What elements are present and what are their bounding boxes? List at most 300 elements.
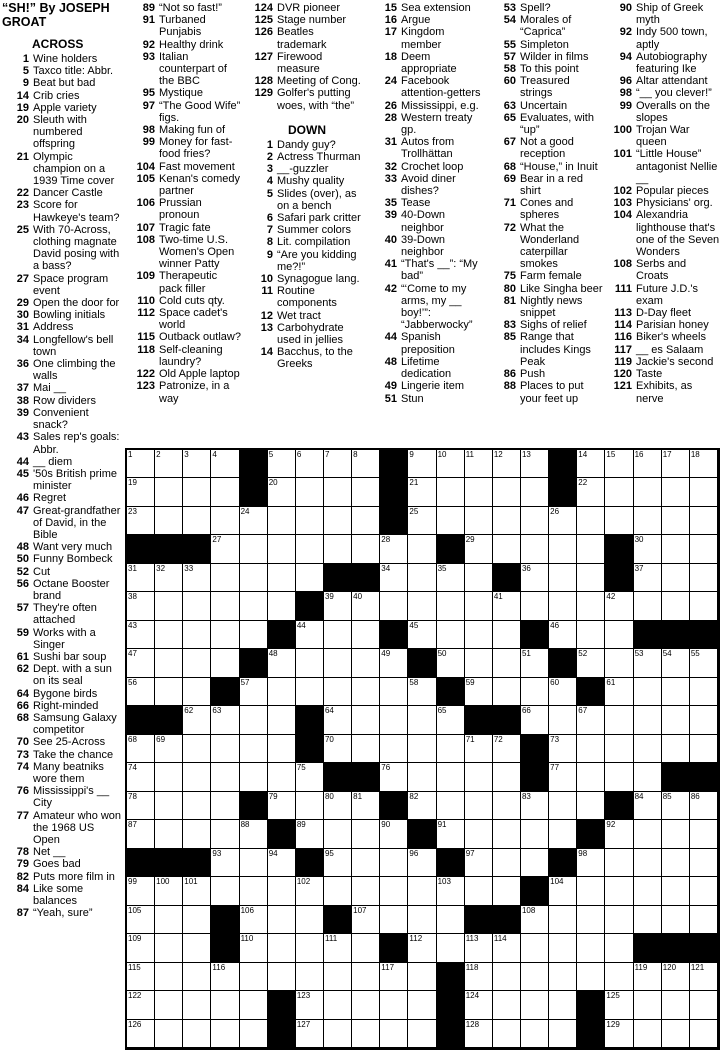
- clue-item: [2, 700, 123, 712]
- grid-cell: [352, 991, 380, 1019]
- clue-item: [370, 161, 485, 173]
- clue-number: 61: [16, 650, 29, 663]
- clue-text: Sushi bar soup: [33, 650, 107, 663]
- grid-cell: [662, 1020, 690, 1048]
- grid-cell: [437, 621, 465, 649]
- clue-item: [2, 785, 123, 809]
- clue-text: 39-Down neighbor: [401, 233, 446, 259]
- clue-number: 97: [142, 99, 155, 112]
- grid-cell: [352, 478, 380, 506]
- across-clues-list-3: [246, 2, 365, 112]
- cell-number: 84: [634, 791, 644, 801]
- grid-cell: [380, 535, 408, 563]
- cell-number: 5: [268, 450, 274, 459]
- cell-number: 51: [521, 649, 531, 659]
- clue-text: Summer colors: [277, 224, 351, 237]
- grid-cell: [380, 592, 408, 620]
- clue-item: [370, 100, 485, 112]
- grid-cell: [493, 877, 521, 905]
- clue-item: [489, 222, 603, 271]
- clue-text: Golfer's putting woes, with “the”: [277, 87, 355, 112]
- grid-cell: [634, 706, 662, 734]
- grid-cell: [268, 450, 296, 478]
- grid-cell: [549, 735, 577, 763]
- clue-item: [605, 344, 721, 356]
- grid-cell-black: [437, 849, 465, 877]
- grid-cell: [127, 678, 155, 706]
- grid-cell: [465, 963, 493, 991]
- clue-item: [489, 197, 603, 221]
- grid-cell: [380, 763, 408, 791]
- cell-number: 80: [324, 791, 334, 801]
- cell-number: 70: [324, 734, 334, 744]
- clue-text: Deem appropriate: [401, 50, 457, 76]
- grid-cell: [690, 535, 718, 563]
- grid-cell: [408, 763, 436, 791]
- clue-item: [605, 356, 721, 368]
- clue-item: [370, 26, 485, 50]
- clue-text: Apple variety: [33, 101, 97, 114]
- grid-cell: [662, 706, 690, 734]
- clue-item: [128, 136, 243, 160]
- clue-item: [605, 319, 721, 331]
- clue-number: 85: [503, 331, 516, 344]
- clue-number: 122: [136, 368, 155, 381]
- grid-cell: [240, 1020, 268, 1048]
- grid-cell: [408, 934, 436, 962]
- cell-number: 14: [578, 450, 588, 459]
- cell-number: 114: [493, 934, 507, 944]
- clue-item: [246, 2, 365, 14]
- clue-number: 49: [384, 380, 397, 393]
- grid-cell: [690, 849, 718, 877]
- clue-item: [2, 651, 123, 663]
- clue-number: 92: [619, 26, 632, 39]
- grid-cell: [380, 678, 408, 706]
- cell-number: 61: [606, 677, 616, 687]
- clue-number: 100: [613, 124, 632, 137]
- cell-number: 55: [690, 649, 700, 659]
- clue-number: 103: [613, 197, 632, 210]
- clue-number: 44: [384, 331, 397, 344]
- grid-cell-black: [268, 621, 296, 649]
- grid-cell: [521, 507, 549, 535]
- cell-number: 113: [465, 934, 479, 944]
- grid-cell: [352, 877, 380, 905]
- clue-text: Mississippi's __ City: [33, 785, 110, 810]
- cell-number: 115: [128, 962, 141, 972]
- grid-cell: [662, 649, 690, 677]
- grid-cell: [268, 849, 296, 877]
- grid-cell-black: [577, 678, 605, 706]
- clue-item: [2, 456, 123, 468]
- clue-item: [2, 602, 123, 626]
- clue-text: “Are you kidding me?!”: [277, 248, 357, 273]
- clue-item: [246, 26, 365, 50]
- clue-item: [2, 688, 123, 700]
- grid-cell: [549, 535, 577, 563]
- grid-cell: [324, 592, 352, 620]
- grid-cell-black: [549, 649, 577, 677]
- grid-cell: [268, 934, 296, 962]
- grid-cell: [155, 906, 183, 934]
- clue-number: 68: [16, 711, 29, 724]
- grid-cell: [183, 792, 211, 820]
- clue-text: Lingerie item: [401, 380, 464, 393]
- clue-text: Sea extension: [401, 2, 471, 14]
- grid-cell: [408, 621, 436, 649]
- clue-item: [2, 65, 123, 77]
- clue-text: Lit. compilation: [277, 236, 351, 249]
- clue-text: Treasured strings: [520, 75, 570, 100]
- clue-text: __ diem: [33, 455, 73, 468]
- grid-cell: [577, 478, 605, 506]
- grid-cell: [240, 621, 268, 649]
- cell-number: 13: [521, 450, 531, 459]
- clue-item: [605, 51, 721, 75]
- clue-number: 37: [16, 382, 29, 395]
- cell-number: 118: [465, 962, 479, 972]
- clue-text: Taxco title: Abbr.: [33, 65, 114, 78]
- grid-cell-black: [493, 906, 521, 934]
- grid-cell: [662, 478, 690, 506]
- grid-cell: [324, 450, 352, 478]
- grid-cell: [408, 450, 436, 478]
- clue-item: [2, 395, 123, 407]
- clue-item: [128, 344, 243, 368]
- grid-cell: [437, 877, 465, 905]
- clue-text: Future J.D.'s exam: [636, 282, 699, 307]
- clue-text: Places to put your feet up: [520, 380, 584, 405]
- clue-number: 65: [503, 111, 516, 124]
- grid-cell: [155, 820, 183, 848]
- grid-cell: [493, 592, 521, 620]
- grid-cell-black: [605, 792, 633, 820]
- grid-cell: [352, 934, 380, 962]
- clue-text: With 70-Across, clothing magnate David posing with a bass?: [33, 223, 120, 273]
- clue-item: [489, 112, 603, 136]
- grid-cell-black: [183, 535, 211, 563]
- clue-text: Mississippi, e.g.: [401, 99, 479, 112]
- grid-cell: [690, 906, 718, 934]
- grid-cell-black: [352, 763, 380, 791]
- clue-text: Bacchus, to the Greeks: [277, 346, 353, 371]
- clue-text: Samsung Galaxy competitor: [33, 711, 117, 737]
- clue-item: [489, 331, 603, 368]
- grid-cell: [127, 906, 155, 934]
- clue-text: Kenan's comedy partner: [159, 172, 240, 198]
- clue-number: 5: [22, 65, 29, 78]
- grid-cell: [240, 507, 268, 535]
- grid-cell: [324, 1020, 352, 1048]
- grid-cell: [634, 849, 662, 877]
- clue-text: Altar attendant: [636, 75, 708, 88]
- grid-cell: [268, 592, 296, 620]
- clue-item: [2, 309, 123, 321]
- cell-number: 4: [212, 450, 217, 459]
- clue-item: [128, 14, 243, 38]
- clue-number: 84: [16, 882, 29, 895]
- clue-number: 36: [16, 358, 29, 371]
- clue-text: Carbohydrate used in jellies: [277, 321, 344, 347]
- clue-item: [489, 39, 603, 51]
- clue-text: Works with a Singer: [33, 626, 96, 651]
- clue-number: 114: [614, 319, 632, 332]
- grid-cell-black: [296, 706, 324, 734]
- grid-cell: [211, 877, 239, 905]
- clue-text: Beatles trademark: [277, 26, 327, 51]
- grid-cell: [324, 735, 352, 763]
- grid-cell: [577, 735, 605, 763]
- grid-cell: [155, 991, 183, 1019]
- cell-number: 23: [128, 506, 137, 516]
- grid-cell-black: [549, 849, 577, 877]
- clue-text: “Yeah, sure”: [33, 907, 93, 920]
- clue-number: 53: [503, 2, 516, 14]
- cell-number: 71: [465, 734, 475, 744]
- grid-cell-black: [493, 564, 521, 592]
- clue-item: [2, 431, 123, 455]
- grid-cell: [352, 592, 380, 620]
- grid-cell: [352, 906, 380, 934]
- grid-cell: [324, 478, 352, 506]
- grid-cell-black: [605, 564, 633, 592]
- clue-number: 5: [266, 187, 273, 200]
- clue-number: 51: [384, 392, 397, 405]
- grid-cell: [268, 564, 296, 592]
- grid-cell-black: [690, 763, 718, 791]
- grid-cell-black: [268, 1020, 296, 1048]
- clue-number: 18: [384, 50, 397, 63]
- clue-item: [128, 161, 243, 173]
- clue-item: [2, 468, 123, 492]
- grid-cell: [437, 934, 465, 962]
- grid-cell: [268, 507, 296, 535]
- grid-cell: [521, 564, 549, 592]
- clue-number: 10: [260, 273, 273, 286]
- grid-cell: [268, 735, 296, 763]
- grid-cell: [268, 906, 296, 934]
- clue-item: [489, 283, 603, 295]
- grid-cell: [352, 735, 380, 763]
- cell-number: 39: [324, 592, 334, 602]
- grid-cell: [296, 535, 324, 563]
- clue-number: 113: [614, 307, 632, 320]
- grid-cell: [155, 507, 183, 535]
- clue-number: 71: [503, 197, 516, 210]
- grid-cell: [493, 478, 521, 506]
- clue-number: 105: [136, 172, 155, 185]
- clue-item: [246, 163, 365, 175]
- clue-item: [489, 173, 603, 197]
- clue-text: Lifetime dedication: [401, 355, 452, 381]
- grid-cell: [521, 535, 549, 563]
- clue-number: 34: [16, 333, 29, 346]
- grid-cell: [549, 592, 577, 620]
- clue-number: 59: [16, 626, 29, 639]
- grid-cell: [437, 592, 465, 620]
- cell-number: 108: [521, 905, 536, 915]
- clue-number: 109: [136, 270, 155, 283]
- clue-text: Western treaty gp.: [401, 111, 473, 137]
- cell-number: 60: [550, 677, 560, 687]
- clue-item: [489, 368, 603, 380]
- clue-text: Meeting of Cong.: [277, 75, 361, 88]
- grid-cell-black: [549, 450, 577, 478]
- cell-number: 99: [128, 877, 137, 887]
- grid-cell: [577, 792, 605, 820]
- clue-column-3: [246, 2, 365, 371]
- cell-number: 49: [381, 649, 391, 659]
- clue-number: 104: [613, 209, 632, 222]
- grid-cell-black: [380, 507, 408, 535]
- grid-cell: [155, 678, 183, 706]
- grid-cell: [155, 592, 183, 620]
- grid-cell: [605, 849, 633, 877]
- clue-number: 17: [384, 26, 397, 39]
- clue-number: 67: [503, 136, 516, 149]
- grid-cell: [240, 849, 268, 877]
- cell-number: 24: [240, 506, 250, 516]
- clue-number: 98: [619, 87, 632, 100]
- cell-number: 81: [353, 791, 363, 801]
- grid-cell: [662, 792, 690, 820]
- grid-cell: [465, 535, 493, 563]
- clue-item: [2, 749, 123, 761]
- grid-cell: [662, 735, 690, 763]
- grid-cell: [408, 507, 436, 535]
- clue-text: Not a good reception: [520, 136, 574, 161]
- clue-text: Therapeutic pack filler: [159, 270, 218, 295]
- clue-item: [2, 224, 123, 273]
- grid-cell: [605, 621, 633, 649]
- cell-number: 54: [662, 649, 672, 659]
- grid-cell: [240, 991, 268, 1019]
- grid-cell: [296, 649, 324, 677]
- grid-cell: [296, 963, 324, 991]
- cell-number: 47: [128, 649, 137, 659]
- clue-number: 48: [384, 355, 397, 368]
- clue-item: [605, 124, 721, 148]
- grid-cell: [577, 706, 605, 734]
- cell-number: 106: [240, 905, 254, 915]
- clue-number: 25: [16, 223, 29, 236]
- grid-cell: [690, 678, 718, 706]
- clue-text: Puts more film in: [33, 870, 115, 883]
- clue-text: Space cadet's world: [159, 307, 228, 332]
- grid-cell: [408, 564, 436, 592]
- clue-item: [2, 114, 123, 151]
- grid-cell: [577, 906, 605, 934]
- cell-number: 35: [437, 563, 447, 573]
- grid-cell: [634, 478, 662, 506]
- cell-number: 127: [296, 1019, 311, 1029]
- clue-text: Want very much: [33, 541, 113, 554]
- clue-text: Serbs and Croats: [636, 258, 687, 283]
- grid-cell: [662, 535, 690, 563]
- clue-column-4: [370, 2, 485, 405]
- grid-cell: [634, 1020, 662, 1048]
- grid-cell-black: [577, 820, 605, 848]
- grid-cell: [268, 535, 296, 563]
- clue-item: [128, 2, 243, 14]
- grid-cell: [380, 564, 408, 592]
- grid-cell: [690, 1020, 718, 1048]
- grid-cell: [155, 934, 183, 962]
- clue-number: 46: [16, 492, 29, 505]
- clue-item: [489, 319, 603, 331]
- grid-cell: [240, 592, 268, 620]
- clue-text: Safari park critter: [277, 212, 361, 225]
- clue-text: Slides (over), as on a bench: [277, 187, 357, 212]
- cell-number: 15: [606, 450, 616, 459]
- clue-text: Avoid diner dishes?: [401, 172, 456, 198]
- grid-cell: [690, 877, 718, 905]
- grid-cell: [240, 963, 268, 991]
- cell-number: 22: [578, 478, 588, 488]
- grid-cell: [465, 678, 493, 706]
- grid-cell: [690, 792, 718, 820]
- grid-cell: [437, 763, 465, 791]
- cell-number: 76: [381, 763, 391, 773]
- clue-item: [128, 100, 243, 124]
- clue-item: [2, 663, 123, 687]
- grid-cell: [296, 450, 324, 478]
- clue-number: 14: [260, 346, 273, 359]
- grid-cell-black: [577, 1020, 605, 1048]
- clue-item: [2, 187, 123, 199]
- cell-number: 97: [465, 848, 475, 858]
- grid-cell-black: [662, 621, 690, 649]
- grid-cell-black: [577, 991, 605, 1019]
- grid-cell: [183, 877, 211, 905]
- grid-cell: [521, 649, 549, 677]
- cell-number: 42: [606, 592, 616, 602]
- clue-item: [2, 553, 123, 565]
- grid-cell: [296, 678, 324, 706]
- down-clues-list-2: [370, 2, 485, 405]
- grid-cell: [634, 564, 662, 592]
- grid-cell: [493, 763, 521, 791]
- grid-cell: [352, 963, 380, 991]
- grid-cell-black: [437, 991, 465, 1019]
- clue-number: 101: [613, 148, 632, 161]
- grid-cell: [211, 820, 239, 848]
- grid-cell-black: [493, 706, 521, 734]
- clue-text: Cones and spheres: [520, 197, 574, 222]
- clue-item: [2, 883, 123, 907]
- grid-cell: [690, 706, 718, 734]
- clue-text: “That's __”: “My bad”: [401, 258, 478, 283]
- cell-number: 74: [128, 763, 137, 773]
- clue-item: [2, 846, 123, 858]
- grid-cell: [268, 963, 296, 991]
- clue-number: 52: [16, 565, 29, 578]
- grid-cell: [183, 621, 211, 649]
- grid-cell: [183, 507, 211, 535]
- clue-item: [605, 75, 721, 87]
- clue-number: 22: [16, 187, 29, 200]
- clue-number: 9: [22, 77, 29, 90]
- grid-cell: [324, 877, 352, 905]
- grid-cell: [549, 991, 577, 1019]
- cell-number: 128: [465, 1019, 480, 1029]
- grid-cell: [493, 1020, 521, 1048]
- cell-number: 28: [381, 535, 391, 545]
- grid-cell-black: [268, 991, 296, 1019]
- grid-cell: [268, 478, 296, 506]
- grid-cell: [380, 1020, 408, 1048]
